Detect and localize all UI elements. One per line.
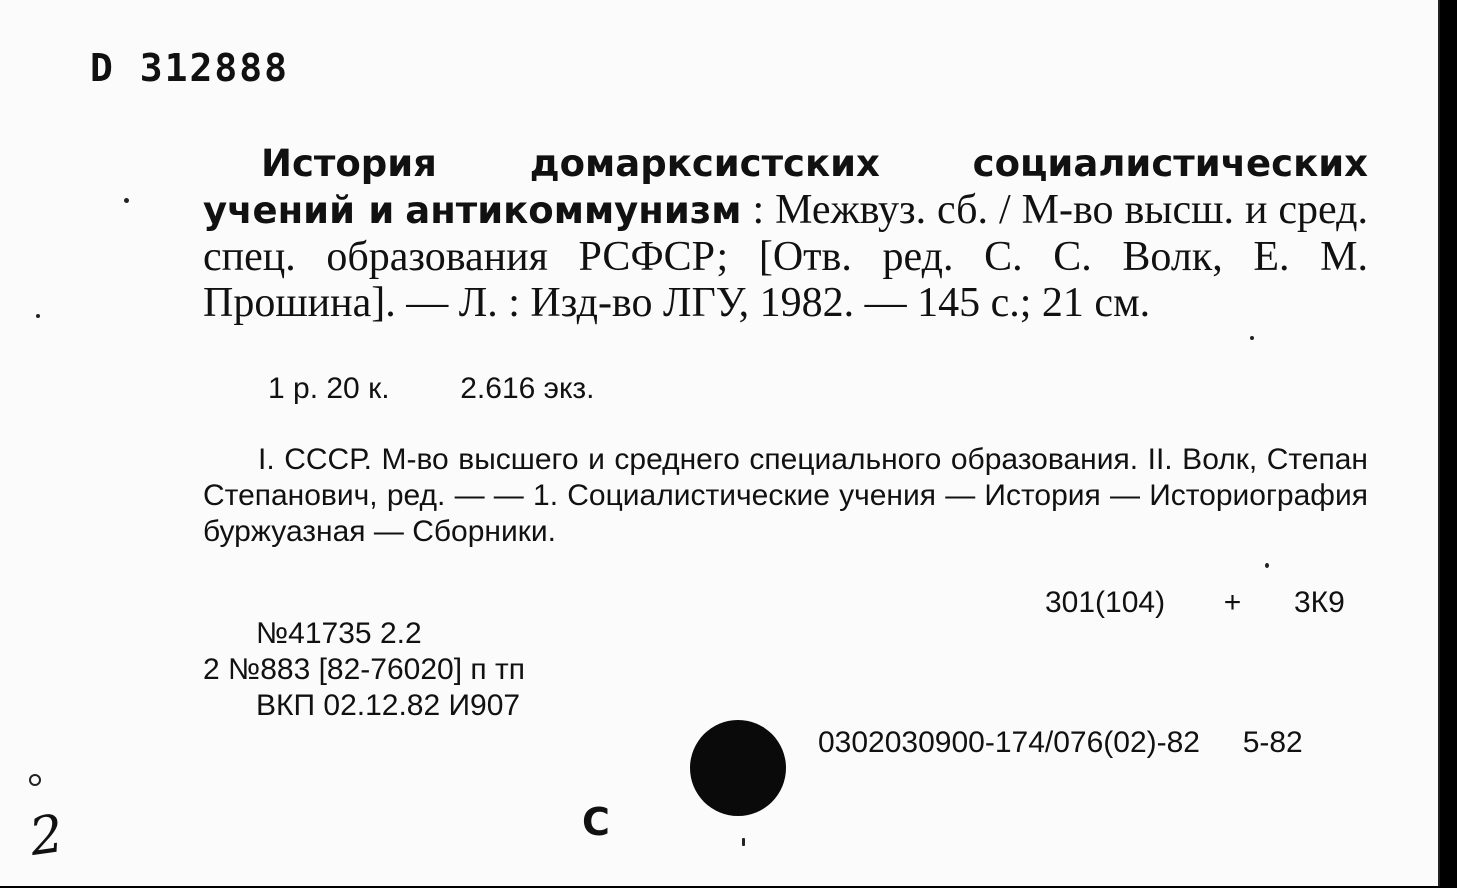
call-number: D 312888 — [90, 46, 290, 90]
isbn-code: 0302030900-174/076(02)-82 — [818, 726, 1200, 759]
speck — [124, 198, 129, 203]
order-line-3: ВКП 02.12.82 И907 — [256, 689, 521, 722]
title-bold-1: История домарксистских социалистических учений и — [203, 142, 1368, 232]
order-info — [203, 616, 525, 724]
tracings — [203, 442, 1368, 550]
classification-line — [1045, 586, 1345, 620]
title-rest: : Межвуз. сб. / М-во высш. и сред. спец. образования РСФСР; [Отв. ред. С. С. Волк, Е. М. Прошина]. — Л. : Изд-во ЛГУ, 1982. — 145 с.; 21 см. — [203, 187, 1369, 326]
title-bold-2: антикоммунизм — [405, 189, 742, 232]
copies: 2.616 экз. — [460, 372, 595, 405]
card-edge-shadow — [1442, 0, 1457, 888]
price-line — [268, 372, 595, 406]
speck — [1265, 563, 1269, 568]
order-line-2: 2 №883 [82-76020] п тп — [203, 653, 525, 686]
speck — [742, 838, 745, 846]
handwritten-mark: 2 — [25, 803, 68, 869]
bibliographic-description — [203, 140, 1368, 326]
classification-plus: + — [1223, 586, 1242, 619]
filing-letter: С — [582, 800, 610, 844]
speck — [36, 314, 40, 318]
isbn-line — [778, 726, 1303, 760]
punch-hole — [690, 720, 786, 816]
tracings-text: I. СССР. М-во высшего и среднего специального образования. II. Волк, Степан Степанович, ред. — — 1. Социалистические учения — История — Историография буржуазная — Сборники. — [203, 443, 1368, 548]
isbn-date: 5-82 — [1242, 726, 1303, 759]
price: 1 р. 20 к. — [268, 372, 390, 405]
speck — [1250, 336, 1254, 340]
speck — [29, 774, 41, 786]
classification-code: 301(104) — [1045, 586, 1166, 619]
classification-mark: 3К9 — [1294, 586, 1345, 619]
order-line-1: №41735 2.2 — [256, 617, 422, 650]
